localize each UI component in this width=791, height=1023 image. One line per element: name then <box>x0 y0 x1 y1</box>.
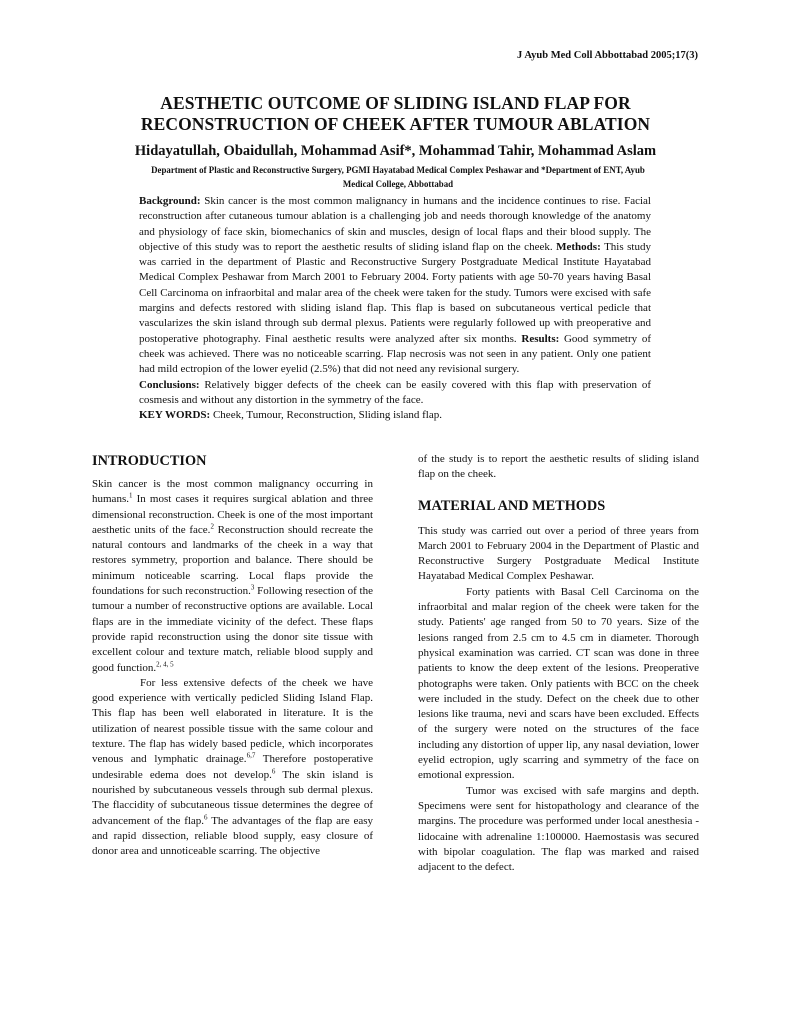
intro-paragraph-2 <box>92 676 373 860</box>
text-run: Skin cancer is the most common malignancy occurring in humans. <box>92 478 373 506</box>
author-list: Hidayatullah, Obaidullah, Mohammad Asif*, Mohammad Tahir, Mohammad Aslam <box>134 143 657 159</box>
citation-ref: 6,7 <box>246 751 256 760</box>
text-run: Reconstruction should recreate the natural contours and landmarks of the cheek in a way that restores symmetry, proportion and balance. There should be minimum noticeable scarring. Local flaps provide the foundations for such reconstruction. <box>92 523 373 598</box>
citation-ref: 2, 4, 5 <box>156 659 174 668</box>
title-line-2: RECONSTRUCTION OF CHEEK AFTER TUMOUR ABLATION <box>140 114 651 134</box>
journal-citation: J Ayub Med Coll Abbottabad 2005;17(3) <box>517 50 698 61</box>
title-line-1: AESTHETIC OUTCOME OF SLIDING ISLAND FLAP FOR <box>160 93 631 113</box>
text-run: Following resection of the tumour a number of reconstructive options are available. Local flaps are in the immediate vicinity of the defect. These flaps provide rapid reconstruction using the donor site tissue with excellent colour and texture match, reliable blood supply and good function. <box>92 585 373 674</box>
abstract <box>139 194 651 423</box>
text-run: In most cases it requires surgical ablation and three dimensional reconstruction. Cheek is one of the most important aesthetic units of the face. <box>92 493 373 536</box>
keywords-label: KEY WORDS: <box>139 409 211 422</box>
text-run: For less extensive defects of the cheek we have good experience with vertically pedicled Sliding Island Flap. This flap has been well elaborated in literature. It is the utilization of nearest possible tissue with the same colour and texture. The flap has widely based pedicle, which incorporates venous and lymphatic drainage. <box>92 676 373 766</box>
results-text: Good symmetry of cheek was achieved. There was no noticeable scarring. Flap necrosis was not seen in any patient. Only one patient had mild ectropion of the lower eyelid (2.5%) that did not need any revisional surgery. <box>139 332 651 376</box>
methods-text: This study was carried in the department of Plastic and Reconstructive Surgery Postgraduate Medical Institute Hayatabad Medical Complex Peshawar from March 2001 to February 2004. Forty patients with age 50-70 years having Basal Cell Carcinoma on infraorbital and malar area of the cheek were taken for the study. Tumors were excised with safe margins and defects restored with sliding island flap. This flap is based on subcutaneous vertical pedicle that vascularizes the skin island through sub dermal plexus. Patients were regularly followed up with preoperative and postoperative photography. Final aesthetic results were analyzed after six months. <box>139 240 651 345</box>
citation-ref: 1 <box>128 491 133 500</box>
background-text: Skin cancer is the most common malignancy in humans and the incidence continues to rise. Facial reconstruction after cutaneous tumour ablation is a challenging job and needs thorough knowledge of the anatomy and physiology of face skin, biomechanics of skin and muscles, design of local flaps and their blood supply. The objective of this study was to report the aesthetic results of sliding island flap on the cheek. <box>139 195 651 253</box>
keywords <box>139 408 651 423</box>
background-label: Background: <box>139 195 201 207</box>
citation-ref: 6 <box>271 766 276 775</box>
text-run: The advantages of the flap are easy and rapid dissection, reliable blood supply, easy closure of donor area and unnoticeable scarring. The objective <box>92 814 373 858</box>
keywords-text: Cheek, Tumour, Reconstruction, Sliding island flap. <box>210 409 442 422</box>
affiliation-line-2: Medical College, Abbottabad <box>342 179 454 189</box>
affiliation-line-1: Department of Plastic and Reconstructive Surgery, PGMI Hayatabad Medical Complex Peshawar and *Department of ENT, Ayub <box>151 165 645 175</box>
abstract-body <box>139 194 651 378</box>
introduction-heading: INTRODUCTION <box>92 453 207 469</box>
conclusions-label: Conclusions: <box>139 378 200 391</box>
right-column <box>418 452 699 875</box>
citation-ref: 6 <box>204 812 208 821</box>
methods-heading: MATERIAL AND METHODS <box>418 497 606 514</box>
methods-label: Methods: <box>556 240 601 253</box>
paper-title <box>0 93 791 135</box>
conclusions-text: Relatively bigger defects of the cheek can be easily covered with this flap with preservation of cosmesis and without any distortion in the symmetry of the face. <box>139 378 651 406</box>
affiliation <box>100 163 696 191</box>
methods-paragraph-1: This study was carried out over a period of three years from March 2001 to February 2004 in the Department of Plastic and Reconstructive Surgery Postgraduate Medical Institute Hayatabad Medical Complex Peshawar. <box>418 524 699 583</box>
methods-paragraph-2: Forty patients with Basal Cell Carcinoma on the infraorbital and malar region of the cheek were taken for the study. Patients' age ranged from 50 to 70 years. Size of the lesions ranged from 2.5 cm to 4.5 cm in diameter. Thorough physical examination was carried. CT scan was done in three patients to know the deep extent of the lesions. Preoperative photographs were taken. Only patients with BCC on the cheek were included in the study. Defect on the cheek due to other lesions like trauma, nevi and scars have been excluded. Effects of the surgery were noted on the structures of the face including any distortion of upper lip, any nasal deviation, lower eyelid ectropion, ugly scarring and symmetry of the face on emotional expression. <box>418 585 699 782</box>
citation-ref: 2 <box>210 522 214 531</box>
text-run: Therefore postoperative undesirable edema does not develop. <box>92 753 373 781</box>
citation-ref: 3 <box>250 583 255 592</box>
results-label: Results: <box>521 332 560 345</box>
intro-paragraph-1 <box>92 477 373 676</box>
text-run: The skin island is nourished by subcutaneous vessels through sub dermal plexus. The flaccidity of subcutaneous tissue determines the degree of advancement of the flap. <box>92 768 373 827</box>
left-column <box>92 452 373 859</box>
intro-continuation: of the study is to report the aesthetic results of sliding island flap on the cheek. <box>418 453 699 481</box>
methods-paragraph-3: Tumor was excised with safe margins and depth. Specimens were sent for histopathology and clearance of the margins. The procedure was performed under local anesthesia - lidocaine with adrenaline 1:100000. Haemostasis was secured with bipolar coagulation. The flap was marked and raised adjacent to the defect. <box>418 784 699 874</box>
abstract-conclusions <box>139 378 651 409</box>
